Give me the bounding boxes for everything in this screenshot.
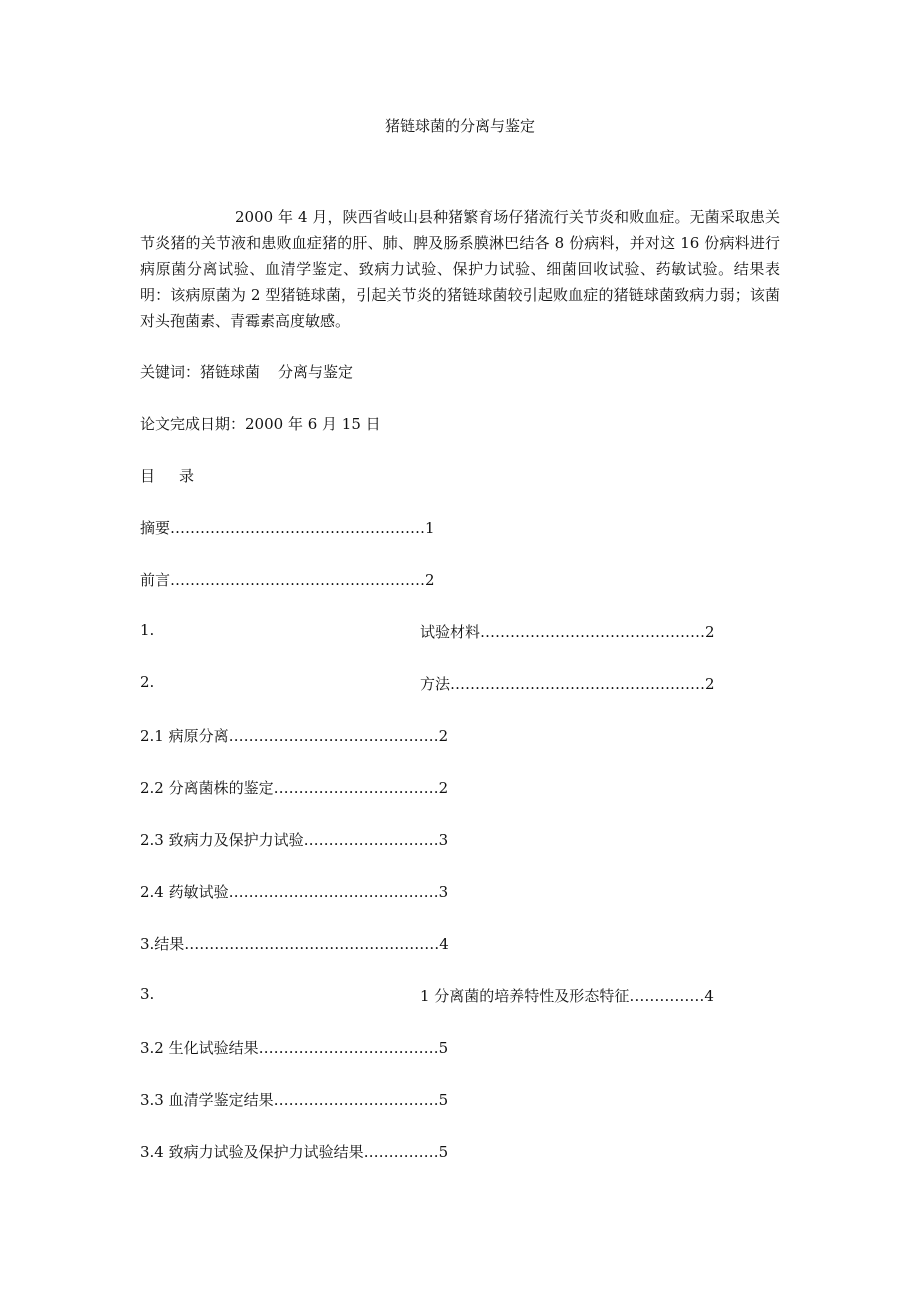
toc-entry-text: 试验材料………………………………………2: [420, 623, 715, 641]
toc-heading: [140, 465, 194, 486]
toc-entry[interactable]: 3.4 致病力试验及保护力试验结果……………5: [140, 1143, 449, 1161]
toc-entry[interactable]: 3.2 生化试验结果………………………………5: [140, 1039, 449, 1057]
toc-entry[interactable]: [140, 621, 840, 643]
keywords-line: [140, 361, 353, 382]
toc-entry[interactable]: 2.2 分离菌株的鉴定……………………………2: [140, 779, 449, 797]
keyword-item: 猪链球菌: [200, 363, 261, 381]
document-title: 猪链球菌的分离与鉴定: [384, 117, 535, 135]
toc-entry[interactable]: [140, 985, 840, 1007]
toc-entry-number: 3.: [140, 985, 155, 1003]
completion-date: 论文完成日期：2000 年 6 月 15 日: [140, 415, 381, 433]
toc-entry[interactable]: 2.4 药敏试验……………………………………3: [140, 883, 449, 901]
toc-entry-text: 1 分离菌的培养特性及形态特征……………4: [420, 987, 714, 1005]
toc-entry[interactable]: 3.3 血清学鉴定结果……………………………5: [140, 1091, 449, 1109]
toc-entry[interactable]: 3.结果……………………………………………4: [140, 935, 449, 953]
toc-entry[interactable]: 前言……………………………………………2: [140, 571, 435, 589]
toc-heading-char: 目: [140, 467, 156, 485]
toc-entry-number: 2.: [140, 673, 155, 691]
toc-heading-char: 录: [179, 467, 195, 485]
toc-entry-text: 方法……………………………………………2: [420, 675, 715, 693]
toc-entry[interactable]: 2.3 致病力及保护力试验………………………3: [140, 831, 449, 849]
toc-entry[interactable]: 2.1 病原分离……………………………………2: [140, 727, 449, 745]
keyword-item: 分离与鉴定: [278, 363, 354, 381]
toc-entry[interactable]: [140, 673, 840, 695]
toc-entry[interactable]: 摘要……………………………………………1: [140, 519, 435, 537]
toc-entry-number: 1.: [140, 621, 155, 639]
abstract-paragraph: [140, 204, 780, 334]
keywords-label: 关键词：: [140, 363, 201, 381]
abstract-text: 2000 年 4 月，陕西省岐山县种猪繁育场仔猪流行关节炎和败血症。无菌采取患关节炎猪的关节液和患败血症猪的肝、肺、脾及肠系膜淋巴结各 8 份病料，并对这 16 份病料进行病原菌分离试验、血清学鉴定、致病力试验、保护力试验、细菌回收试验、药敏试验。结果表明：该病原菌为 2 型猪链球菌，引起关节炎的猪链球菌较引起败血症的猪链球菌致病力弱；该菌对头孢菌素、青霉素高度敏感。: [140, 208, 780, 330]
